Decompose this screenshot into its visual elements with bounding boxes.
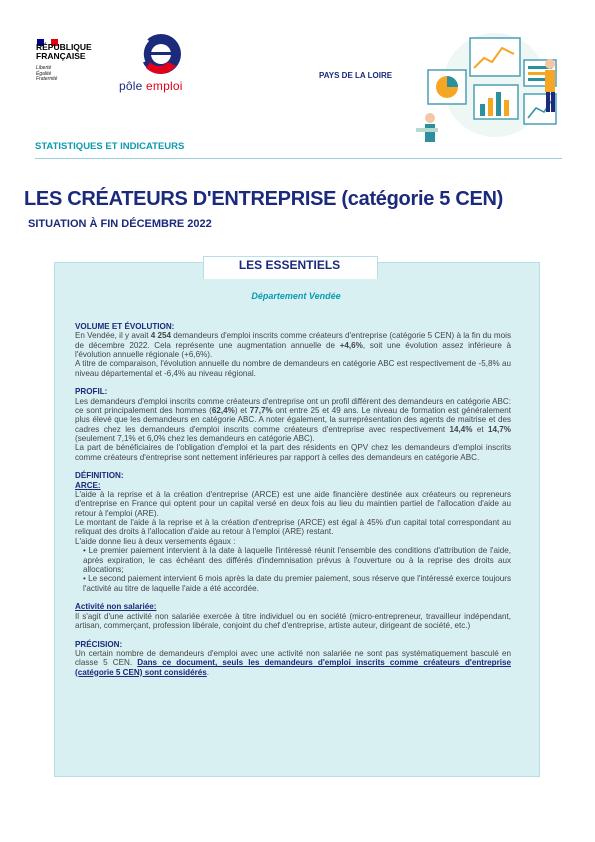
- motto-fraternite: Fraternité: [36, 76, 58, 82]
- arce-heading: ARCE:: [75, 480, 101, 490]
- arce-bullet-1: • Le premier paiement intervient à la date à laquelle l'intéressé réunit l'ensemble des conditions d'attribution de l'aide, après expiration, le cas échéant des différés d'indemnisation prévus à l'ouverture ou à la reprise des droits aux allocations;: [83, 546, 511, 574]
- brand-suffix: emploi: [146, 79, 183, 93]
- profil-text-i: (seulement 7,1% et 6,0% chez les demandeurs en catégorie ABC).: [75, 434, 315, 444]
- volume-paragraph-2: A titre de comparaison, l'évolution annuelle du nombre de demandeurs en catégorie ABC est respectivement de -5,8% au niveau départemental et -6,4% au niveau régional.: [75, 359, 511, 378]
- volume-count: 4 254: [150, 331, 172, 341]
- section-divider: [35, 158, 562, 159]
- republique-francaise-logo: [36, 43, 92, 61]
- rf-line-2: FRANÇAISE: [36, 51, 86, 61]
- activite-paragraph: Il s'agit d'une activité non salariée exercée à titre individuel ou en société (micro-entrepreneur, travailleur indépendant, artisan, commerçant, profession libérale, conjoint du chef d'entreprise, artiste auteur, dirigeant de société, etc.): [75, 611, 511, 630]
- pole-emploi-logo-icon: [128, 32, 188, 82]
- arce-paragraph-1: L'aide à la reprise et à la création d'entreprise (ARCE) est une aide financière destinée aux créateurs ou repreneurs d'entreprise en France qui optent pour un capital versé en deux fois au lieu du maintien partiel de l'allocation d'aide au retour à l'emploi (ARE).: [75, 490, 511, 518]
- statistics-illustration-icon: [410, 30, 570, 150]
- department-label: Département Vendée: [251, 291, 341, 301]
- volume-paragraph-1: [75, 331, 511, 359]
- page-subtitle: SITUATION À FIN DÉCEMBRE 2022: [28, 218, 212, 230]
- volume-growth: +4,6%: [339, 340, 363, 350]
- pole-emploi-wordmark: [119, 79, 183, 93]
- activite-heading: Activité non salariée:: [75, 602, 157, 612]
- precision-text-3: .: [206, 667, 210, 677]
- section-label: STATISTIQUES ET INDICATEURS: [35, 141, 185, 152]
- profil-text-a: Les demandeurs d'emploi inscrits comme créateurs d'entreprise ont un profil différent des demandeurs en catégorie ABC: ce sont principalement des hommes (: [75, 396, 511, 416]
- profil-paragraph-2: La part de bénéficiaires de l'obligation d'emploi et la part des résidents en QPV chez les demandeurs d'emploi inscrits comme créateurs d'entreprise sont nettement inférieures par rapport à celles des demandeurs en catégorie ABC.: [75, 443, 511, 462]
- profil-text-g: et: [472, 424, 489, 434]
- volume-text-a: En Vendée, il y avait: [75, 331, 151, 341]
- volume-text-c: demandeurs d'emploi inscrits comme créateurs d'entreprise (catégorie 5 CEN) à la fin du mois de décembre 2022. Cela représente une augmentation annuelle de: [75, 331, 511, 350]
- arce-paragraph-2: Le montant de l'aide à la reprise et à la création d'entreprise (ARCE) est égal à 45% d'un capital total correspondant au reliquat des droits à l'allocation d'aide au retour à l'emploi (ARE) restant.: [75, 518, 511, 537]
- profil-men-share: 62,4%: [211, 406, 235, 416]
- profil-agents-share: 14,4%: [449, 424, 473, 434]
- rf-line-1: RÉPUBLIQUE: [36, 42, 92, 52]
- motto-liberte: Liberté: [36, 65, 52, 71]
- precision-paragraph: [75, 649, 511, 677]
- rf-motto: [36, 66, 57, 83]
- essentials-content: [75, 322, 511, 677]
- profil-text-e: ont entre 25 et 49 ans. Le niveau de formation est généralement plus élevé que les demandeurs en catégorie ABC. A noter également, la surreprésentation des agents de maitrise et des cadres chez les demandeurs d'emploi inscrits comme créateurs d'entreprise avec respectivement: [75, 406, 511, 434]
- volume-heading: VOLUME ET ÉVOLUTION:: [75, 322, 175, 331]
- arce-paragraph-3: L'aide donne lieu à deux versements égaux :: [75, 536, 236, 546]
- precision-emphasis: Dans ce document, seuls les demandeurs d'emploi inscrits comme créateurs d'entreprise (catégorie 5 CEN) sont considérés: [75, 658, 511, 677]
- profil-age-share: 77,7%: [249, 406, 273, 416]
- motto-egalite: Égalité: [36, 70, 52, 77]
- page-title: LES CRÉATEURS D'ENTREPRISE (catégorie 5 CEN): [24, 188, 504, 210]
- brand-prefix: pôle: [119, 79, 143, 93]
- essentials-heading: LES ESSENTIELS: [238, 258, 341, 272]
- precision-heading: PRÉCISION:: [75, 639, 123, 649]
- volume-text-e: , soit une évolution assez inférieure à l'évolution annuelle régionale (+6,6%).: [75, 340, 511, 360]
- definition-heading: DÉFINITION:: [75, 471, 124, 481]
- precision-text-1: Un certain nombre de demandeurs d'emploi avec une activité non salariée ne sont pas systématiquement basculé en classe 5 CEN.: [75, 648, 511, 668]
- region-label: PAYS DE LA LOIRE: [319, 71, 393, 80]
- profil-text-c: ) et: [234, 406, 250, 416]
- profil-heading: PROFIL:: [75, 387, 108, 397]
- arce-bullet-2: • Le second paiement intervient 6 mois après la date du premier paiement, sous réserve que l'intéressé exerce toujours l'activité au titre de laquelle l'aide a été accordée.: [83, 574, 511, 593]
- profil-cadres-share: 14,7%: [488, 424, 511, 434]
- profil-paragraph-1: [75, 397, 511, 444]
- rf-flag-bar: [37, 33, 59, 40]
